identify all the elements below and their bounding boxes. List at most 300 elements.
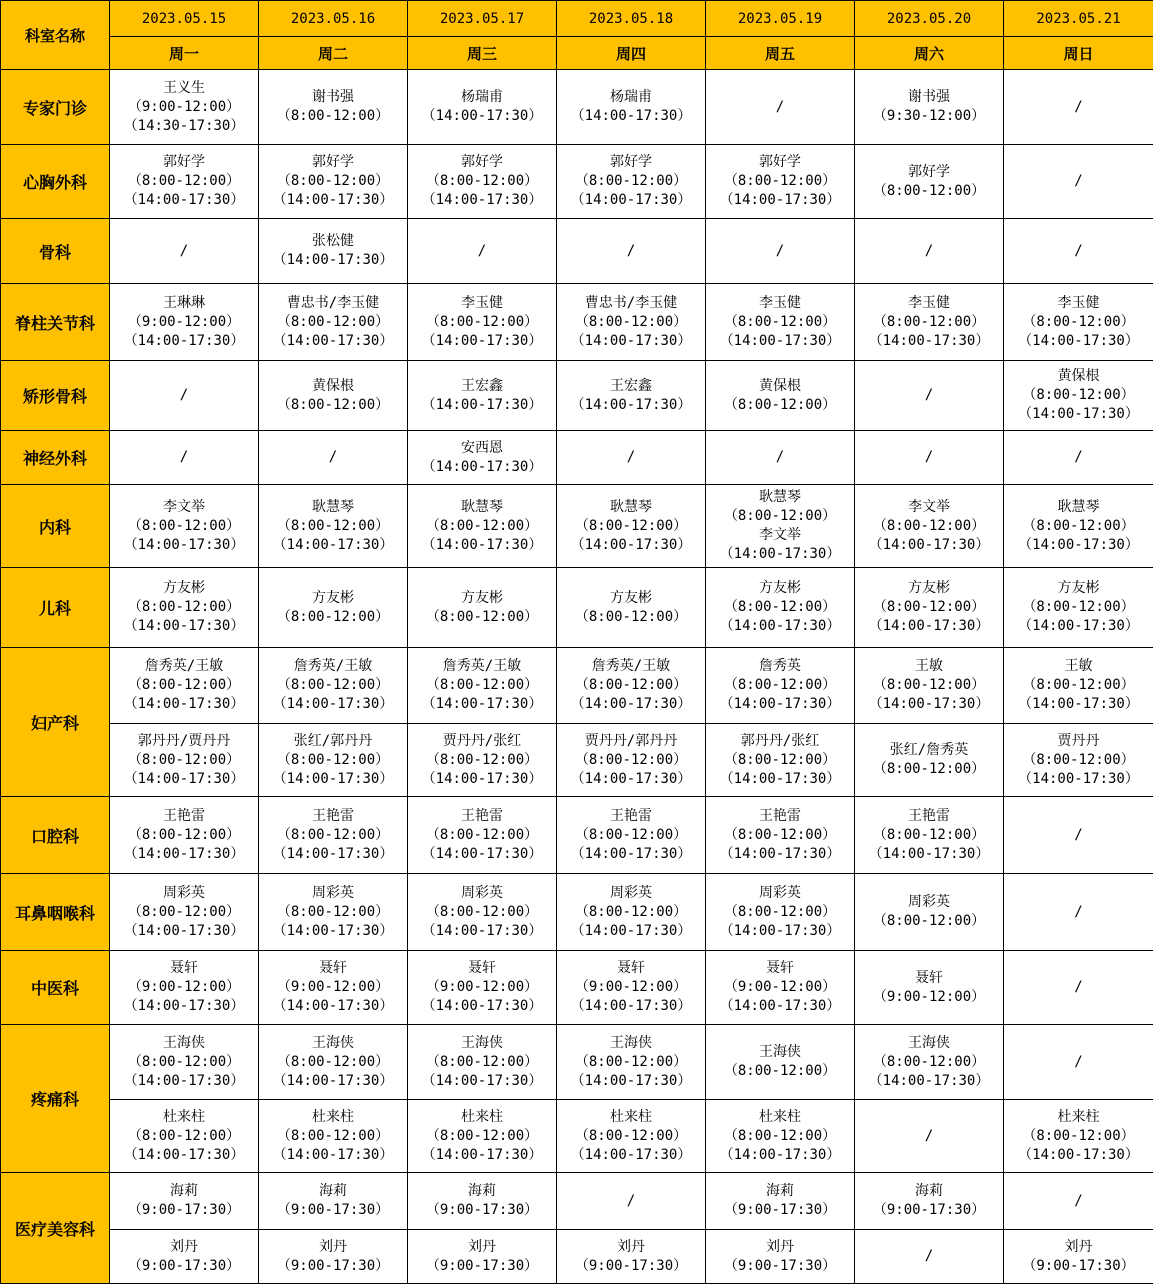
time-slot: （8:00-12:00） [574, 1127, 688, 1144]
time-slot: （8:00-12:00） [127, 599, 241, 615]
schedule-cell [110, 1100, 259, 1173]
doctor-name: 郭好学 [759, 154, 801, 170]
doctor-name: 刘丹 [319, 1238, 347, 1255]
doctor-name: 杜来柱 [610, 1108, 652, 1125]
time-slot: （14:00-17:30） [123, 332, 245, 349]
schedule-cell [855, 724, 1004, 797]
time-slot: （9:00-17:30） [574, 1257, 688, 1274]
schedule-cell [855, 1100, 1004, 1173]
schedule-cell [408, 145, 557, 219]
doctor-name: 黄保根 [312, 377, 354, 394]
schedule-row [1, 70, 1153, 145]
time-slot: （14:00-17:30） [421, 536, 543, 553]
doctor-name: 曹忠书/李玉健 [286, 294, 380, 311]
time-slot: （14:00-17:30） [570, 192, 692, 208]
weekday-header: 周五 [706, 37, 855, 70]
time-slot: （8:00-12:00） [276, 677, 390, 693]
time-slot: （8:00-12:00） [1022, 751, 1135, 768]
time-slot: （14:00-17:30） [570, 922, 692, 939]
time-slot: （14:00-17:30） [719, 998, 841, 1014]
schedule-cell [855, 284, 1004, 361]
doctor-name: 王艳雷 [461, 807, 503, 824]
department-name: 专家门诊 [1, 70, 110, 145]
schedule-cell [110, 431, 259, 485]
schedule-cell [1004, 485, 1153, 568]
doctor-name: 贾丹丹/郭丹丹 [584, 732, 678, 749]
schedule-cell [110, 951, 259, 1025]
schedule-row [1, 724, 1153, 797]
schedule-cell [259, 874, 408, 951]
doctor-name: 杜来柱 [759, 1108, 801, 1125]
schedule-cell [1004, 70, 1153, 145]
time-slot: （14:00-17:30） [719, 618, 841, 634]
schedule-cell [110, 1173, 259, 1230]
schedule-cell [408, 361, 557, 431]
time-slot: （8:00-12:00） [276, 751, 390, 768]
schedule-cell [110, 1230, 259, 1284]
time-slot: （8:00-12:00） [276, 1053, 390, 1070]
doctor-name: 海莉 [915, 1183, 943, 1199]
time-slot: （8:00-12:00） [127, 517, 241, 534]
time-slot: （8:00-12:00） [574, 608, 688, 625]
schedule-cell [706, 431, 855, 485]
time-slot: （8:00-12:00） [574, 1053, 688, 1070]
time-slot: （9:00-17:30） [425, 1257, 539, 1274]
time-slot: （14:00-17:30） [421, 1146, 543, 1163]
time-slot: （14:30-17:30） [123, 117, 245, 134]
doctor-name: 刘丹 [170, 1238, 198, 1255]
schedule-row [1, 1230, 1153, 1284]
doctor-name: 詹秀英/王敏 [591, 658, 671, 674]
time-slot: （9:00-17:30） [1022, 1257, 1135, 1274]
schedule-cell [557, 361, 706, 431]
time-slot: （8:00-12:00） [1022, 1127, 1135, 1144]
doctor-name: 周彩英 [610, 884, 652, 901]
doctor-name: 张红/詹秀英 [889, 742, 969, 758]
doctor-name: 李文举 [163, 498, 205, 515]
schedule-row [1, 284, 1153, 361]
time-slot: （14:00-17:30） [570, 332, 692, 349]
doctor-name: 张红/郭丹丹 [293, 732, 373, 749]
doctor-name: 王艳雷 [759, 807, 801, 824]
time-slot: （14:00-17:30） [719, 546, 841, 562]
time-slot: （8:00-12:00） [127, 903, 241, 920]
doctor-name: / [626, 1192, 636, 1209]
schedule-cell [110, 145, 259, 219]
schedule-cell [855, 145, 1004, 219]
time-slot: （14:00-17:30） [570, 396, 692, 413]
time-slot: （14:00-17:30） [570, 770, 692, 787]
schedule-cell [408, 1100, 557, 1173]
time-slot: （8:00-12:00） [574, 517, 688, 534]
doctor-name: / [924, 1127, 934, 1144]
doctor-name: / [626, 449, 636, 465]
schedule-cell [557, 797, 706, 874]
schedule-cell [557, 70, 706, 145]
time-slot: （8:00-12:00） [425, 1053, 539, 1070]
schedule-row [1, 1025, 1153, 1100]
time-slot: （8:00-12:00） [723, 826, 837, 843]
doctor-name: 王敏 [915, 658, 943, 674]
time-slot: （14:00-17:30） [272, 770, 394, 787]
time-slot: （9:00-17:30） [276, 1202, 390, 1218]
doctor-name: 海莉 [170, 1183, 198, 1199]
schedule-row [1, 431, 1153, 485]
doctor-name: 聂轩 [915, 969, 943, 986]
schedule-cell [706, 1025, 855, 1100]
time-slot: （14:00-17:30） [1018, 618, 1139, 634]
schedule-cell [706, 1100, 855, 1173]
doctor-name: 王海侠 [759, 1044, 801, 1060]
time-slot: （14:00-17:30） [272, 696, 394, 712]
time-slot: （8:00-12:00） [872, 761, 986, 777]
time-slot: （8:00-12:00） [276, 313, 390, 330]
schedule-row [1, 219, 1153, 284]
schedule-cell [706, 70, 855, 145]
schedule-cell [110, 1025, 259, 1100]
schedule-cell [259, 797, 408, 874]
time-slot: （14:00-17:30） [719, 192, 841, 208]
time-slot: （14:00-17:30） [1018, 332, 1139, 349]
schedule-cell [408, 485, 557, 568]
doctor-name: 刘丹 [617, 1238, 645, 1255]
schedule-cell [557, 648, 706, 724]
doctor-name: 杜来柱 [312, 1108, 354, 1125]
department-name: 神经外科 [1, 431, 110, 485]
doctor-name: / [1074, 98, 1083, 115]
time-slot: （9:00-17:30） [723, 1202, 837, 1218]
time-slot: （8:00-12:00） [872, 677, 986, 693]
doctor-name: 聂轩 [468, 960, 496, 976]
schedule-cell [706, 874, 855, 951]
time-slot: （8:00-12:00） [127, 1053, 241, 1070]
time-slot: （8:00-12:00） [276, 517, 390, 534]
time-slot: （14:00-17:30） [570, 998, 692, 1014]
doctor-name: / [179, 449, 189, 465]
time-slot: （14:00-17:30） [421, 845, 543, 862]
doctor-name: / [924, 242, 934, 259]
time-slot: （9:00-12:00） [723, 979, 837, 995]
schedule-row [1, 797, 1153, 874]
schedule-cell [408, 568, 557, 648]
schedule-cell [706, 145, 855, 219]
doctor-name: 王琳琳 [163, 294, 205, 311]
time-slot: （9:30-12:00） [872, 108, 986, 124]
time-slot: （14:00-17:30） [719, 922, 841, 939]
schedule-cell [110, 568, 259, 648]
schedule-cell [706, 485, 855, 568]
time-slot: （9:00-12:00） [872, 988, 986, 1005]
schedule-cell [110, 284, 259, 361]
doctor-name: 王海侠 [461, 1034, 503, 1051]
time-slot: （8:00-12:00） [425, 313, 539, 330]
schedule-row [1, 874, 1153, 951]
doctor-name: 聂轩 [766, 960, 794, 976]
schedule-cell [855, 431, 1004, 485]
time-slot: （8:00-12:00） [127, 1127, 241, 1144]
time-slot: （14:00-17:30） [719, 770, 841, 787]
time-slot: （14:00-17:30） [719, 332, 841, 349]
date-header: 2023.05.20 [855, 1, 1004, 37]
schedule-cell [855, 568, 1004, 648]
doctor-name: 海莉 [468, 1183, 496, 1199]
doctor-name: 王艳雷 [610, 807, 652, 824]
schedule-cell [408, 1230, 557, 1284]
schedule-cell [408, 70, 557, 145]
time-slot: （14:00-17:30） [421, 770, 543, 787]
department-name: 矫形骨科 [1, 361, 110, 431]
time-slot: （8:00-12:00） [872, 913, 986, 929]
schedule-cell [408, 724, 557, 797]
time-slot: （14:00-17:30） [123, 770, 245, 787]
time-slot: （14:00-17:30） [868, 845, 990, 862]
schedule-cell [110, 874, 259, 951]
schedule-cell [855, 797, 1004, 874]
doctor-name: 耿慧琴 [461, 498, 503, 515]
doctor-name: / [1074, 449, 1083, 465]
time-slot: （8:00-12:00） [574, 751, 688, 768]
schedule-cell [706, 648, 855, 724]
time-slot: （14:00-17:30） [421, 458, 543, 475]
doctor-name: 海莉 [319, 1183, 347, 1199]
time-slot: （14:00-17:30） [123, 845, 245, 862]
time-slot: （8:00-12:00） [574, 826, 688, 843]
doctor-name: 聂轩 [319, 960, 347, 976]
time-slot: （8:00-12:00） [425, 751, 539, 768]
schedule-cell [408, 431, 557, 485]
doctor-name: 杜来柱 [163, 1108, 205, 1125]
time-slot: （14:00-17:30） [421, 192, 543, 208]
time-slot: （8:00-12:00） [723, 1063, 837, 1079]
doctor-name: 王义生 [163, 79, 205, 96]
weekday-header: 周六 [855, 37, 1004, 70]
doctor-name: 王海侠 [610, 1034, 652, 1051]
time-slot: （14:00-17:30） [719, 845, 841, 862]
doctor-name: 周彩英 [312, 884, 354, 901]
time-slot: （14:00-17:30） [570, 108, 692, 124]
time-slot: （8:00-12:00） [723, 396, 837, 413]
doctor-name: 耿慧琴 [312, 498, 354, 515]
dept-column-header: 科室名称 [1, 1, 110, 70]
doctor-name: 郭好学 [461, 154, 503, 170]
doctor-name: 方友彬 [312, 589, 354, 606]
schedule-cell [110, 648, 259, 724]
doctor-name: 郭好学 [908, 163, 950, 180]
doctor-name: 黄保根 [1057, 368, 1100, 384]
time-slot: （14:00-17:30） [421, 108, 543, 124]
time-slot: （14:00-17:30） [123, 922, 245, 939]
schedule-cell [408, 1025, 557, 1100]
doctor-name: 李玉健 [1057, 294, 1100, 311]
time-slot: （8:00-12:00） [127, 826, 241, 843]
time-slot: （8:00-12:00） [723, 677, 837, 693]
schedule-cell [1004, 874, 1153, 951]
schedule-cell [706, 568, 855, 648]
doctor-name: 李文举 [908, 498, 950, 515]
time-slot: （14:00-17:30） [719, 1146, 841, 1163]
doctor-name: 曹忠书/李玉健 [584, 294, 678, 311]
doctor-name: 詹秀英/王敏 [442, 658, 522, 674]
doctor-name: 黄保根 [759, 377, 801, 394]
doctor-name: 方友彬 [1057, 580, 1100, 596]
time-slot: （14:00-17:30） [272, 252, 394, 268]
time-slot: （8:00-12:00） [276, 108, 390, 124]
schedule-cell [1004, 219, 1153, 284]
doctor-name: 王海侠 [163, 1034, 205, 1051]
time-slot: （8:00-12:00） [1022, 599, 1135, 615]
schedule-cell [259, 284, 408, 361]
time-slot: （14:00-17:30） [1018, 770, 1139, 787]
doctor-name: 李玉健 [759, 294, 801, 311]
time-slot: （8:00-12:00） [276, 173, 390, 189]
weekday-row [1, 37, 1153, 70]
schedule-cell [855, 70, 1004, 145]
doctor-name: 杜来柱 [461, 1108, 503, 1125]
time-slot: （8:00-12:00） [127, 751, 241, 768]
time-slot: （9:00-17:30） [723, 1257, 837, 1274]
time-slot: （14:00-17:30） [421, 998, 543, 1014]
schedule-cell [259, 1230, 408, 1284]
time-slot: （9:00-12:00） [276, 979, 390, 995]
schedule-cell [1004, 145, 1153, 219]
time-slot: （14:00-17:30） [123, 618, 245, 634]
doctor-name: / [775, 98, 785, 115]
time-slot: （9:00-12:00） [127, 313, 241, 330]
time-slot: （8:00-12:00） [574, 313, 688, 330]
time-slot: （8:00-12:00） [425, 173, 539, 189]
time-slot: （8:00-12:00） [723, 508, 837, 524]
schedule-cell [408, 951, 557, 1025]
doctor-name: 郭好学 [312, 154, 354, 170]
schedule-cell [259, 361, 408, 431]
doctor-name: 周彩英 [759, 884, 801, 901]
time-slot: （8:00-12:00） [574, 903, 688, 920]
schedule-cell [1004, 724, 1153, 797]
department-name: 医疗美容科 [1, 1173, 110, 1284]
time-slot: （8:00-12:00） [574, 677, 688, 693]
schedule-cell [259, 1100, 408, 1173]
time-slot: （14:00-17:30） [123, 536, 245, 553]
doctor-name: 聂轩 [617, 960, 645, 976]
schedule-cell [408, 284, 557, 361]
doctor-name: 安西恩 [461, 439, 503, 456]
time-slot: （14:00-17:30） [1018, 536, 1139, 553]
schedule-cell [855, 951, 1004, 1025]
doctor-name: / [1074, 979, 1083, 995]
doctor-name: 杨瑞甫 [461, 89, 503, 105]
time-slot: （8:00-12:00） [723, 599, 837, 615]
time-slot: （14:00-17:30） [123, 998, 245, 1014]
time-slot: （9:00-12:00） [127, 979, 241, 995]
schedule-cell [408, 219, 557, 284]
time-slot: （14:00-17:30） [570, 696, 692, 712]
schedule-cell [110, 797, 259, 874]
doctor-name: 海莉 [766, 1183, 794, 1199]
date-header: 2023.05.17 [408, 1, 557, 37]
time-slot: （8:00-12:00） [127, 677, 241, 693]
doctor-name: 周彩英 [163, 884, 205, 901]
schedule-cell [259, 568, 408, 648]
doctor-name: 刘丹 [1064, 1238, 1093, 1255]
schedule-cell [259, 485, 408, 568]
schedule-cell [259, 70, 408, 145]
schedule-cell [557, 1173, 706, 1230]
schedule-cell [1004, 1173, 1153, 1230]
weekday-header: 周三 [408, 37, 557, 70]
schedule-cell [557, 874, 706, 951]
time-slot: （14:00-17:30） [123, 696, 245, 712]
time-slot: （14:00-17:30） [570, 1072, 692, 1089]
schedule-cell [1004, 568, 1153, 648]
time-slot: （14:00-17:30） [421, 332, 543, 349]
time-slot: （14:00-17:30） [272, 922, 394, 939]
schedule-cell [259, 724, 408, 797]
doctor-name: 王艳雷 [312, 807, 354, 824]
schedule-cell [1004, 951, 1153, 1025]
time-slot: （14:00-17:30） [868, 618, 990, 634]
weekday-header: 周四 [557, 37, 706, 70]
schedule-cell [557, 951, 706, 1025]
time-slot: （14:00-17:30） [868, 536, 990, 553]
department-name: 儿科 [1, 568, 110, 648]
schedule-cell [706, 284, 855, 361]
department-name: 口腔科 [1, 797, 110, 874]
time-slot: （14:00-17:30） [1018, 696, 1139, 712]
schedule-cell [557, 219, 706, 284]
schedule-cell [855, 219, 1004, 284]
time-slot: （8:00-12:00） [276, 396, 390, 413]
weekday-header: 周一 [110, 37, 259, 70]
doctor-name: / [477, 242, 487, 259]
time-slot: （8:00-12:00） [1022, 517, 1135, 534]
time-slot: （14:00-17:30） [123, 1072, 245, 1089]
department-name: 骨科 [1, 219, 110, 284]
schedule-cell [110, 219, 259, 284]
time-slot: （8:00-12:00） [1022, 387, 1135, 403]
doctor-name: 耿慧琴 [1057, 498, 1100, 515]
doctor-name: / [1074, 242, 1083, 259]
department-name: 脊柱关节科 [1, 284, 110, 361]
doctor-name: 郭好学 [610, 154, 652, 170]
schedule-body [1, 1, 1153, 1284]
doctor-name: / [179, 387, 189, 403]
time-slot: （8:00-12:00） [723, 173, 837, 189]
schedule-cell [1004, 648, 1153, 724]
schedule-row [1, 145, 1153, 219]
doctor-name: 杜来柱 [1057, 1108, 1100, 1125]
department-name: 疼痛科 [1, 1025, 110, 1173]
time-slot: （8:00-12:00） [723, 1127, 837, 1144]
time-slot: （14:00-17:30） [868, 696, 990, 712]
doctor-name: / [1074, 903, 1083, 920]
schedule-cell [557, 724, 706, 797]
schedule-cell [1004, 284, 1153, 361]
doctor-name: / [1074, 1192, 1083, 1209]
doctor-name: 方友彬 [163, 580, 205, 596]
department-name: 心胸外科 [1, 145, 110, 219]
time-slot: （14:00-17:30） [272, 192, 394, 208]
schedule-cell [110, 724, 259, 797]
doctor-name: 詹秀英 [759, 658, 801, 674]
schedule-cell [557, 1230, 706, 1284]
time-slot: （9:00-17:30） [872, 1202, 986, 1218]
time-slot: （8:00-12:00） [574, 173, 688, 189]
doctor-name: 王艳雷 [163, 807, 205, 824]
doctor-name: 杨瑞甫 [610, 89, 652, 105]
schedule-cell [259, 145, 408, 219]
schedule-cell [557, 284, 706, 361]
doctor-name: 聂轩 [170, 960, 198, 976]
